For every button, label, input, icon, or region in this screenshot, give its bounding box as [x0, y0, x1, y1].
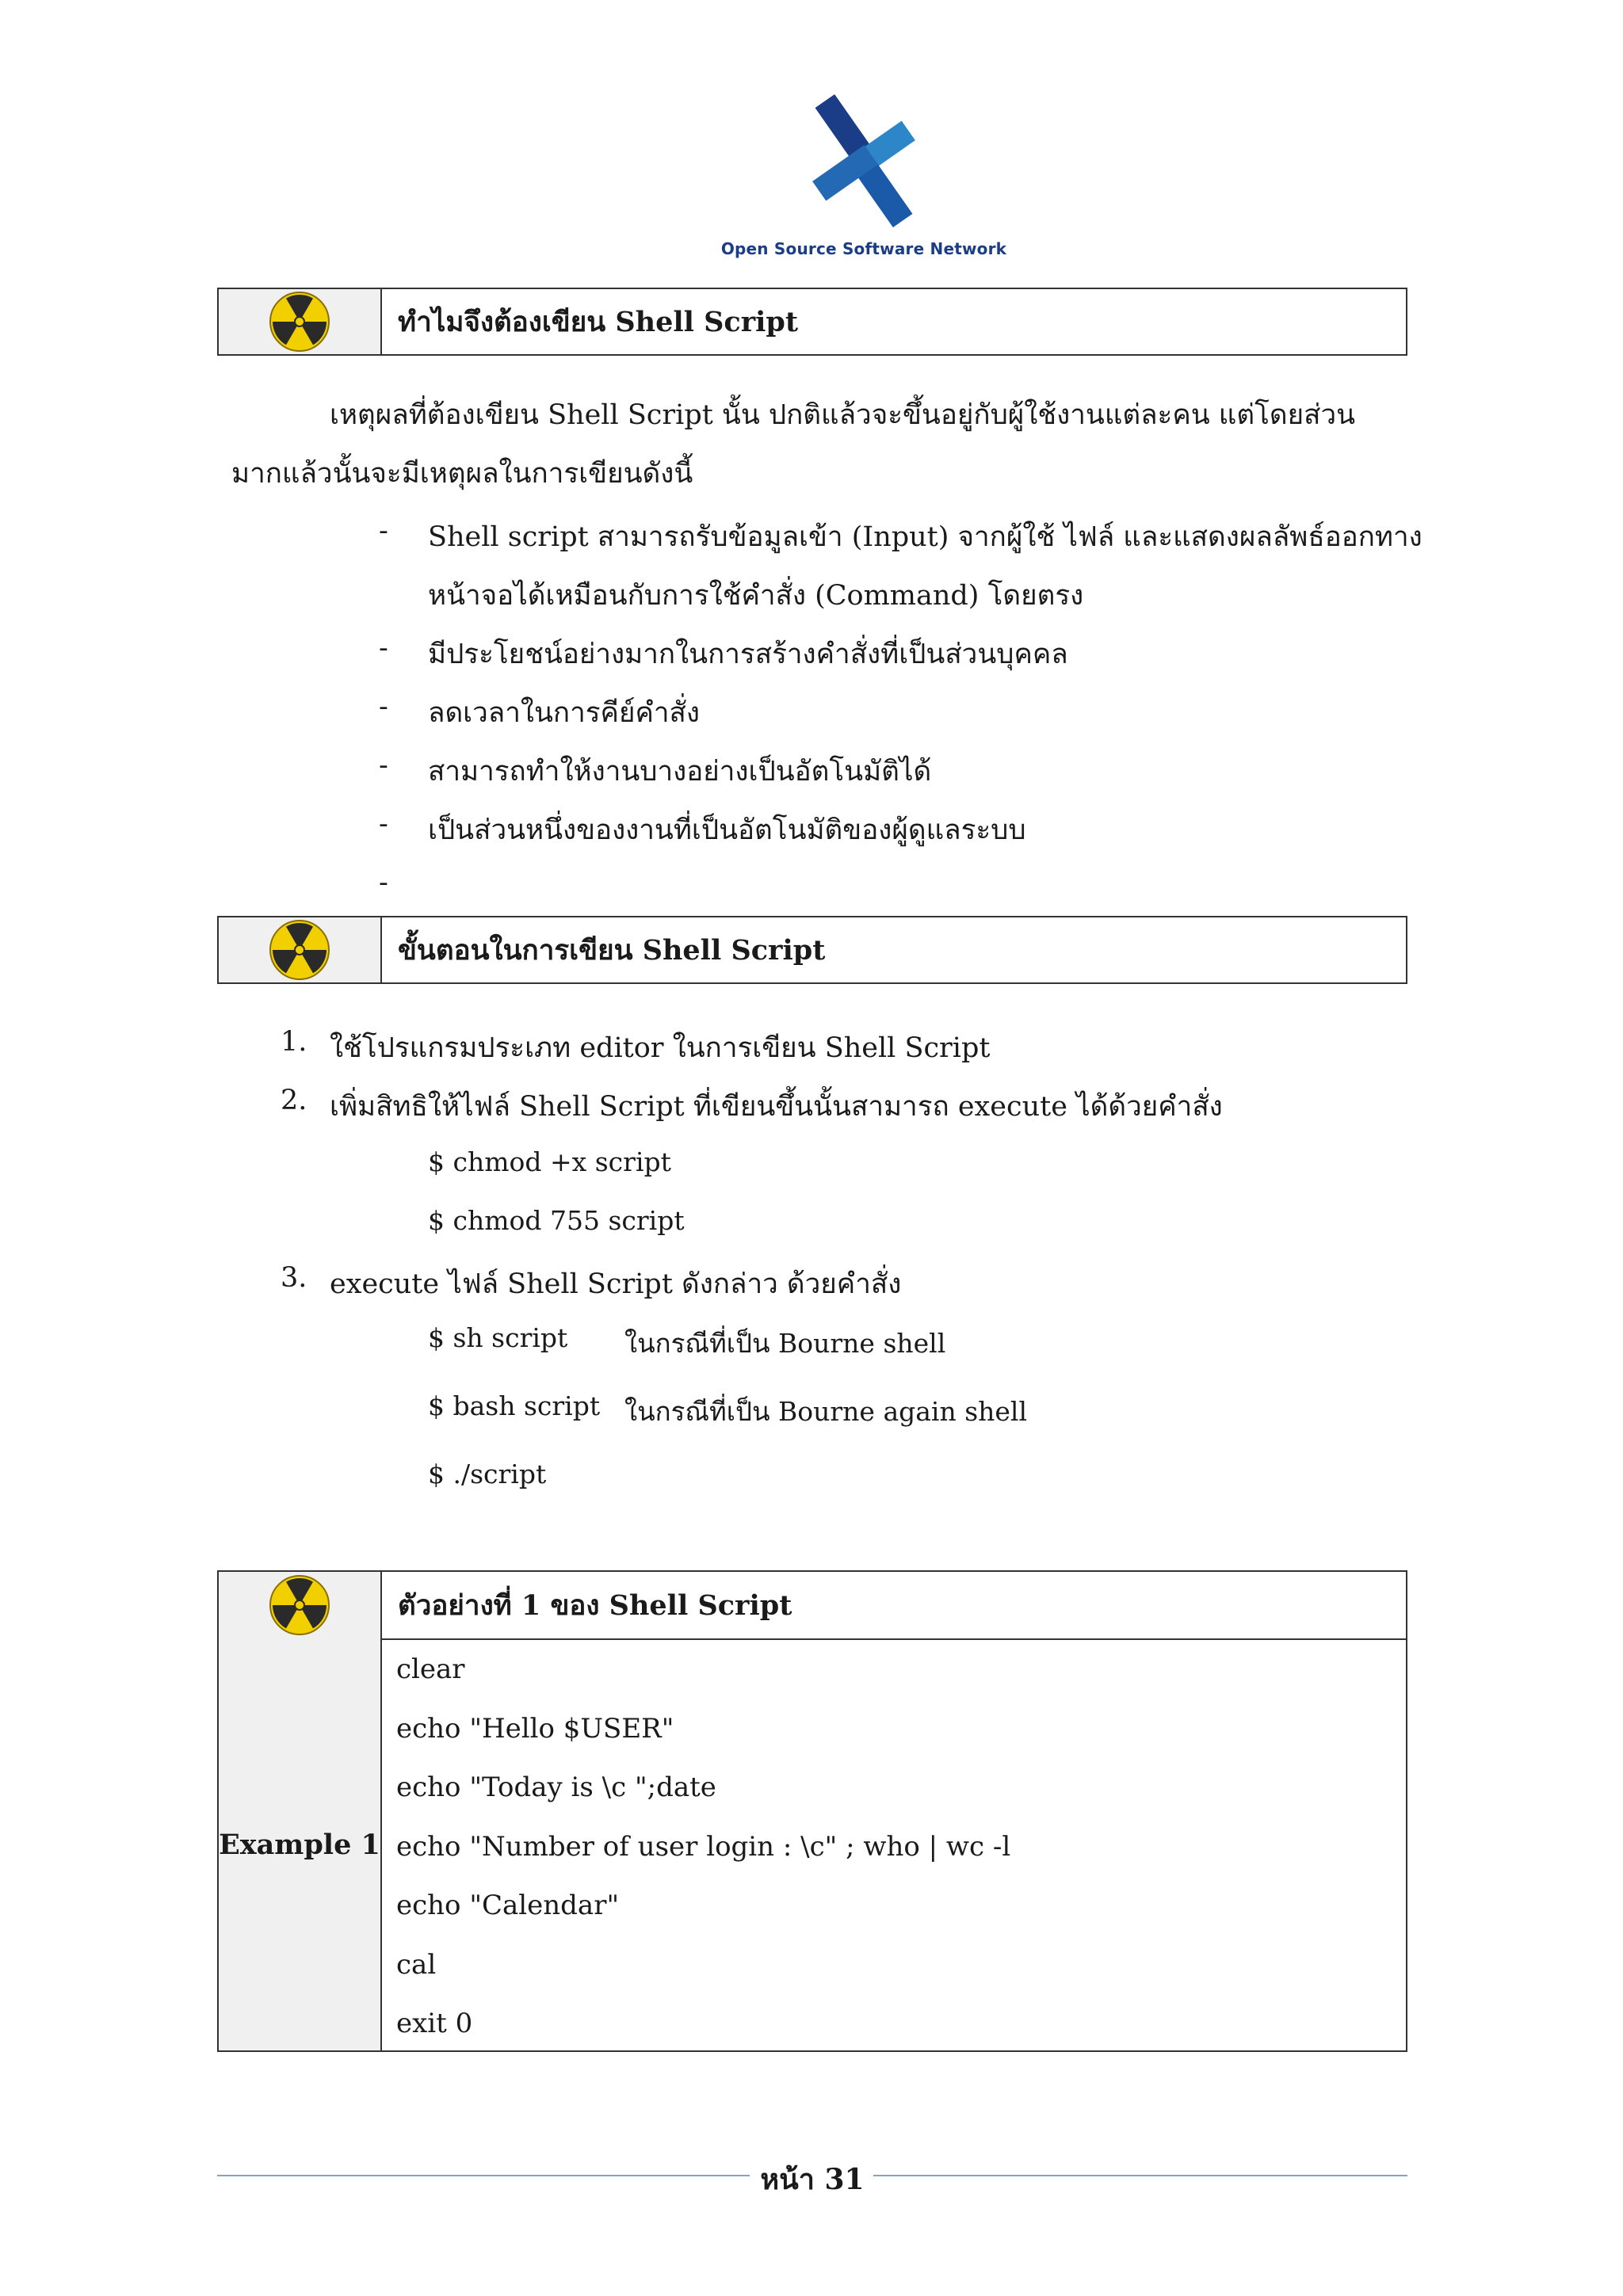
command-line: $ chmod +x script: [428, 1146, 671, 1177]
command-description: ในกรณีที่เป็น Bourne again shell: [624, 1396, 1028, 1427]
oss-network-logo: [713, 86, 1014, 276]
code-line: echo "Number of user login : \c" ; who | wc -l: [396, 1830, 1011, 1863]
footer-divider-left: [217, 2175, 750, 2176]
code-line: echo "Hello $USER": [396, 1712, 674, 1745]
code-line: exit 0: [396, 2008, 473, 2039]
section-title: ทำไมจึงต้องเขียน Shell Script: [398, 305, 799, 338]
intro-paragraph: เหตุผลที่ต้องเขียน Shell Script นั้น ปกติแล้วจะขึ้นอยู่กับผู้ใช้งานแต่ละคน แต่โดยส่วนมากแล้วนั้นจะมีเหตุผลในการเขียนดังนี้: [231, 399, 1356, 490]
example-code-block: [396, 1640, 1010, 2054]
example-title: ตัวอย่างที่ 1 ของ Shell Script: [398, 1589, 792, 1622]
bullet-text: Shell script สามารถรับข้อมูลเข้า (Input) จากผู้ใช้ ไฟล์ และแสดงผลลัพธ์ออกทาง: [428, 521, 1423, 553]
bullet-text: เป็นส่วนหนึ่งของงานที่เป็นอัตโนมัติของผู้ดูแลระบบ: [428, 814, 1026, 846]
header-icon-cell: [219, 917, 382, 982]
example-label: Example 1: [219, 1638, 382, 2050]
header-icon-cell: [219, 1572, 382, 1638]
radiation-icon: [268, 290, 331, 353]
step-text: execute ไฟล์ Shell Script ดังกล่าว ด้วยคำสั่ง: [330, 1268, 902, 1300]
command-description: ในกรณีที่เป็น Bourne shell: [624, 1328, 946, 1359]
section-title: ขั้นตอนในการเขียน Shell Script: [398, 933, 826, 967]
bullet-text: สามารถทำให้งานบางอย่างเป็นอัตโนมัติได้: [428, 756, 932, 788]
code-line: echo "Today is \c ";date: [396, 1772, 716, 1803]
command-line: $ bash script: [428, 1390, 601, 1421]
step-text: ใช้โปรแกรมประเภท editor ในการเขียน Shell Script: [330, 1032, 991, 1064]
code-line: echo "Calendar": [396, 1890, 620, 1921]
document-page: Open Source Software Network ทำไมจึงต้องเขียน Shell Script เหตุผลที่ต้องเขียน Shell Script นั้น ปกติแล้วจะขึ้นอยู่กับผู้ใช้งานแต่ละคน แต่โดยส่วนมากแล้วนั้นจะมีเหตุผลในการเขียนดังนี้ - Shell script สามารถรับข้อมูลเข้า (Input) จากผู้ใช้ ไฟล์ และแสดงผลลัพธ์ออกทาง หน้าจอได้เหมือนกับการใช้คำสั่ง (Command) โดยตรง - มีประโยชน์อย่างมากในการสร้างคำสั่งที่เป็นส่วนบุคคล - ลดเวลาในการคีย์คำสั่ง - สามารถทำให้งานบางอย่างเป็นอัตโนมัติได้ - เป็นส่วนหนึ่งของงานที่เป็นอัตโนมัติของผู้ดูแลระบบ - ขั้นตอนในการเขียน Shell Script 1. ใช้โปรแกรมประเภท editor ในการเขียน Shell Script 2. เพิ่มสิทธิให้ไฟล์ Shell Script ที่เขียนขึ้นนั้นสามารถ execute ได้ด้วยคำสั่ง $ chmod +x script $ chmod 755 script 3. execute ไฟล์ Shell Script ดังกล่าว ด้วยคำสั่ง $ sh script ในกรณีที่เป็น Bourne shell $ bash script ในกรณีที่เป็น Bourne again shell $ ./script ตัวอย่างที่ 1 ของ Shell Script Example 1 clear echo "Hello $USER" echo "Today is \c ";date echo "Number of user login : \c" ; who | wc -l echo "Calendar" cal exit 0 หน้า 31: [0, 0, 1623, 2296]
page-number: หน้า 31: [760, 2163, 865, 2196]
header-icon-cell: [219, 289, 382, 354]
example-table: [217, 1570, 1407, 2052]
example-header: [219, 1572, 1406, 1640]
pinwheel-logo-icon: [777, 86, 951, 236]
bullet-text: ลดเวลาในการคีย์คำสั่ง: [428, 697, 700, 729]
command-line: $ chmod 755 script: [428, 1205, 685, 1236]
command-line: $ ./script: [428, 1459, 547, 1489]
code-line: clear: [396, 1653, 465, 1685]
bullet-text: มีประโยชน์อย่างมากในการสร้างคำสั่งที่เป็นส่วนบุคคล: [428, 639, 1068, 670]
radiation-icon: [268, 918, 331, 982]
code-line: cal: [396, 1948, 437, 1981]
step-text: เพิ่มสิทธิให้ไฟล์ Shell Script ที่เขียนขึ้นนั้นสามารถ execute ได้ด้วยคำสั่ง: [330, 1091, 1223, 1123]
section-header-why: [217, 288, 1407, 356]
command-line: $ sh script: [428, 1322, 568, 1353]
section-header-steps: [217, 916, 1407, 984]
radiation-icon: [268, 1573, 331, 1637]
bullet-text-continued: หน้าจอได้เหมือนกับการใช้คำสั่ง (Command) โดยตรง: [428, 580, 1084, 612]
footer-divider-right: [873, 2175, 1407, 2176]
logo-caption: Open Source Software Network: [720, 239, 1007, 258]
